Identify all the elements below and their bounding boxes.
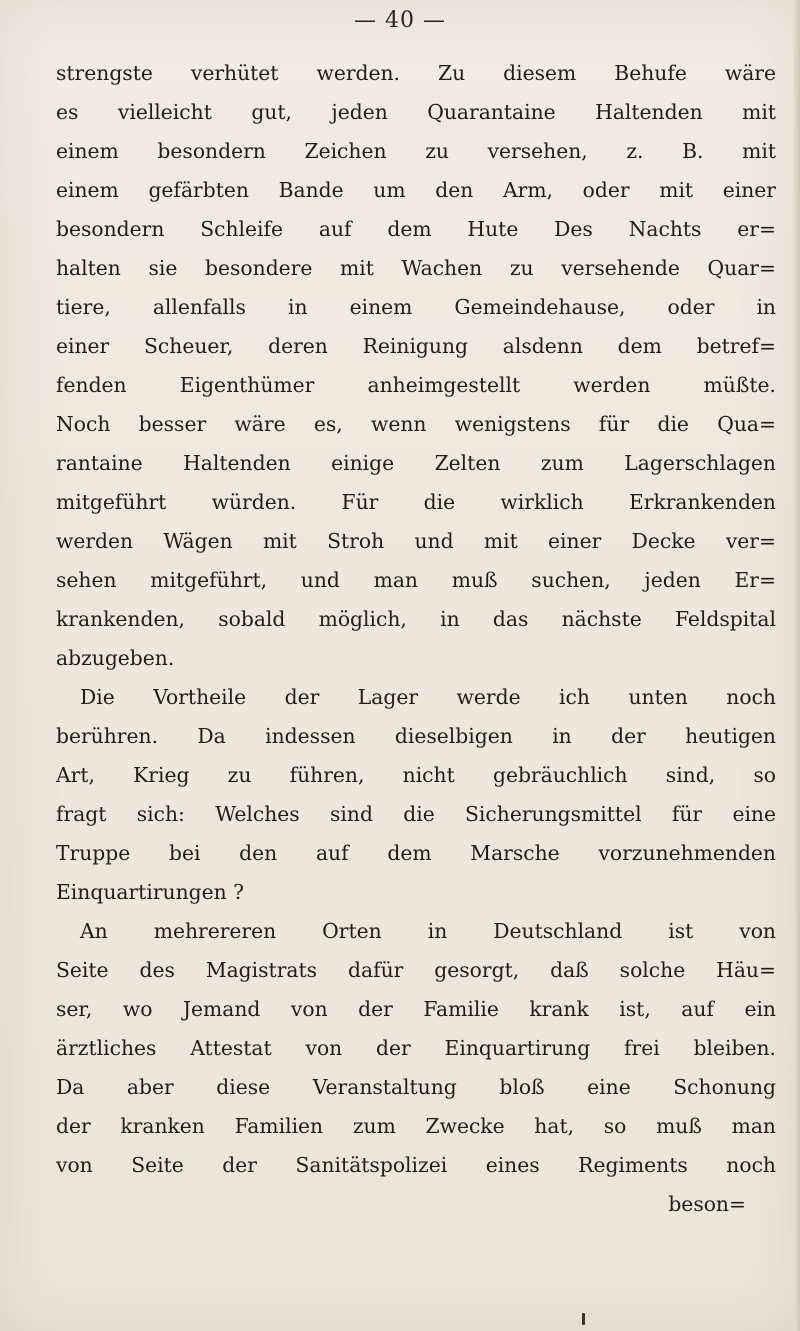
text-line: ser, wo Jemand von der Familie krank ist, auf ein	[56, 997, 776, 1021]
text-line: einem gefärbten Bande um den Arm, oder mit einer	[56, 178, 776, 202]
text-line: werden Wägen mit Stroh und mit einer Decke ver=	[56, 529, 776, 553]
text-line: krankenden, sobald möglich, in das nächste Feldspital	[56, 607, 776, 631]
text-line: sehen mitgeführt, und man muß suchen, jeden Er=	[56, 568, 776, 592]
text-line: Noch besser wäre es, wenn wenigstens für die Qua=	[56, 412, 776, 436]
text-line: fenden Eigenthümer anheimgestellt werden müßte.	[56, 373, 776, 397]
body-text	[56, 54, 776, 1224]
text-line: besondern Schleife auf dem Hute Des Nachts er=	[56, 217, 776, 241]
text-line: Da aber diese Veranstaltung bloß eine Schonung	[56, 1075, 776, 1099]
ink-speck	[582, 1313, 585, 1325]
text-line: einem besondern Zeichen zu versehen, z. B. mit	[56, 139, 776, 163]
text-line: berühren. Da indessen dieselbigen in der heutigen	[56, 724, 776, 748]
text-line: An mehrereren Orten in Deutschland ist von	[80, 919, 776, 943]
text-line: der kranken Familien zum Zwecke hat, so muß man	[56, 1114, 776, 1138]
text-line: Seite des Magistrats dafür gesorgt, daß solche Häu=	[56, 958, 776, 982]
text-line: mitgeführt würden. Für die wirklich Erkrankenden	[56, 490, 776, 514]
page-number: — 40 —	[354, 8, 446, 33]
text-line: es vielleicht gut, jeden Quarantaine Haltenden mit	[56, 100, 776, 124]
text-line: fragt sich: Welches sind die Sicherungsmittel für eine	[56, 802, 776, 826]
text-line: Die Vortheile der Lager werde ich unten noch	[80, 685, 776, 709]
page-edge	[794, 0, 800, 1331]
text-line: ärztliches Attestat von der Einquartirung frei bleiben.	[56, 1036, 776, 1060]
text-line: Einquartirungen ?	[56, 880, 245, 904]
text-line: von Seite der Sanitätspolizei eines Regiments noch	[56, 1153, 776, 1177]
text-line: Art, Krieg zu führen, nicht gebräuchlich sind, so	[56, 763, 776, 787]
text-line: einer Scheuer, deren Reinigung alsdenn dem betref=	[56, 334, 776, 358]
catchword: beson=	[668, 1192, 746, 1216]
text-line: tiere, allenfalls in einem Gemeindehause, oder in	[56, 295, 776, 319]
text-line: Truppe bei den auf dem Marsche vorzunehmenden	[56, 841, 776, 865]
text-line: abzugeben.	[56, 646, 175, 670]
text-line: halten sie besondere mit Wachen zu versehende Quar=	[56, 256, 776, 280]
text-line: rantaine Haltenden einige Zelten zum Lagerschlagen	[56, 451, 776, 475]
text-line: strengste verhütet werden. Zu diesem Behufe wäre	[56, 61, 776, 85]
